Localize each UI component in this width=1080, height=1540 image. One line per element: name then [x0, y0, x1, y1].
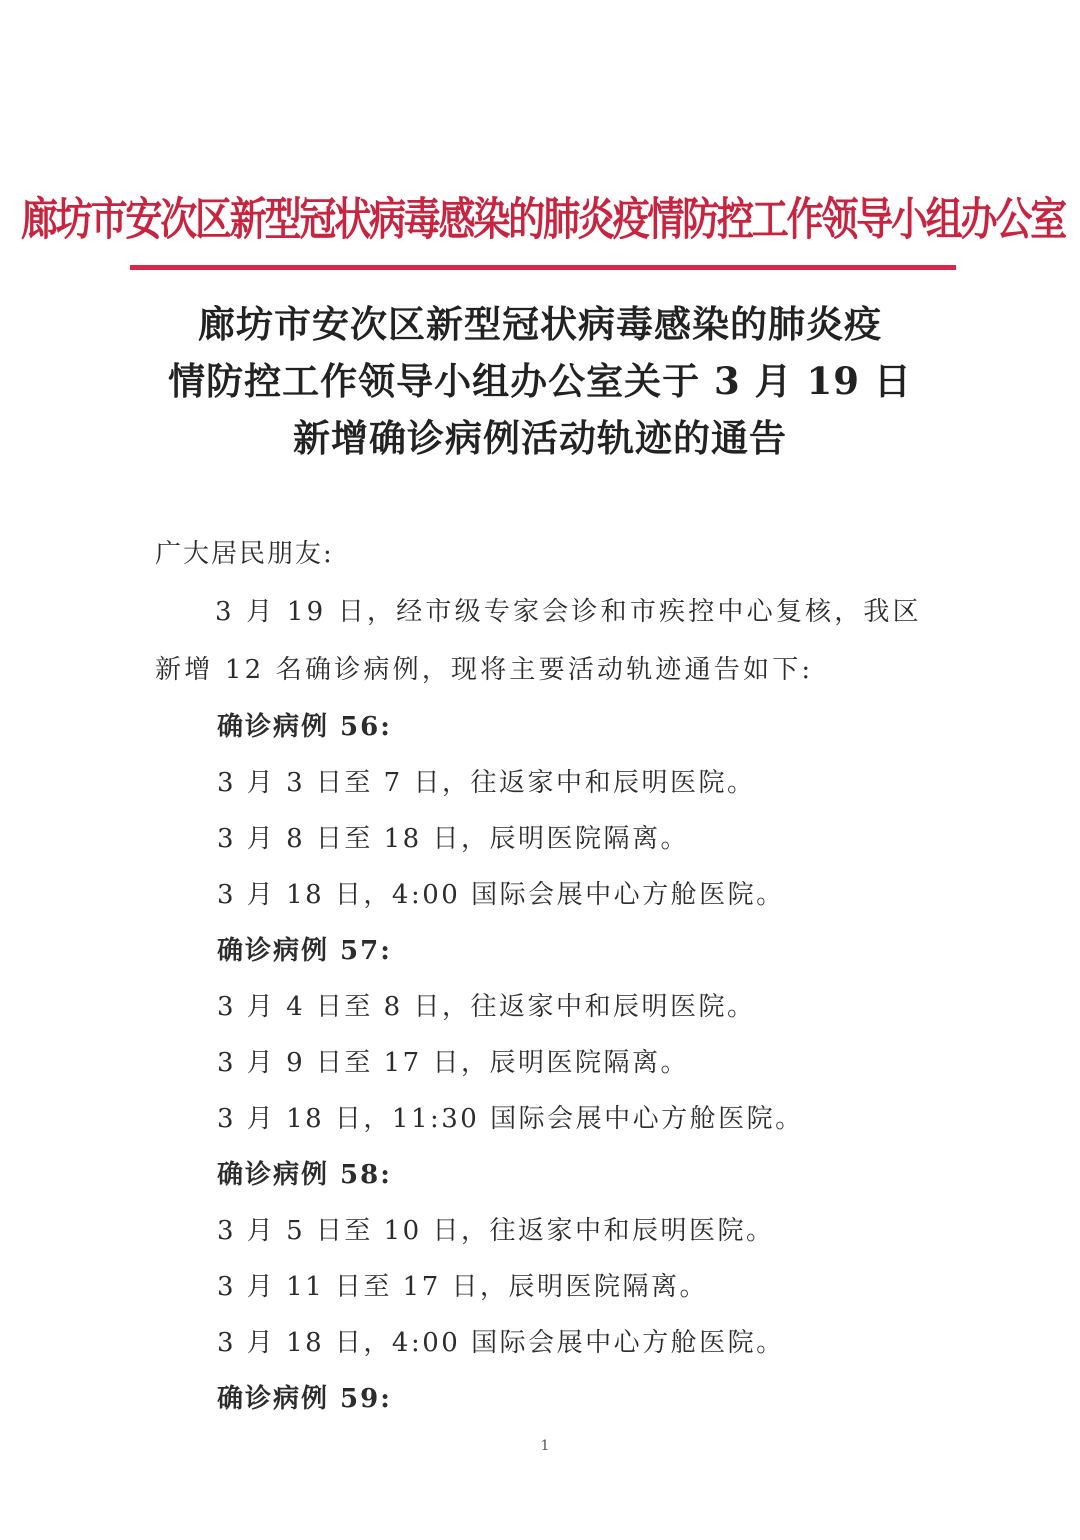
title-line: 情防控工作领导小组办公室关于 3 月 19 日: [168, 359, 912, 403]
case-activity-line: 3 月 3 日至 7 日，往返家中和辰明医院。: [217, 768, 756, 798]
page-number: 1: [540, 1438, 550, 1454]
title-line: 廊坊市安次区新型冠状病毒感染的肺炎疫: [198, 302, 882, 346]
case-activity-line: 3 月 5 日至 10 日，往返家中和辰明医院。: [217, 1216, 775, 1246]
case-57: [217, 923, 945, 1147]
case-activity-line: 3 月 18 日，11:30 国际会展中心方舱医院。: [217, 1104, 804, 1134]
case-activity-line: 3 月 18 日，4:00 国际会展中心方舱医院。: [217, 880, 785, 910]
case-activity-line: 3 月 18 日，4:00 国际会展中心方舱医院。: [217, 1328, 785, 1358]
header-red-rule: [130, 265, 956, 270]
organization-header: 廊坊市安次区新型冠状病毒感染的肺炎疫情防控工作领导小组办公室: [21, 193, 1065, 246]
salutation: 广大居民朋友:: [155, 539, 334, 569]
case-59: [217, 1371, 945, 1427]
case-56: [217, 699, 945, 923]
document-body: [155, 525, 945, 1427]
case-heading: 确诊病例 59:: [217, 1384, 392, 1414]
intro-paragraph: 3 月 19 日，经市级专家会诊和市疾控中心复核，我区新增 12 名确诊病例，现将主要活动轨迹通告如下:: [155, 597, 922, 685]
case-heading: 确诊病例 58:: [217, 1160, 392, 1190]
case-activity-line: 3 月 11 日至 17 日，辰明医院隔离。: [217, 1272, 709, 1302]
case-activity-line: 3 月 9 日至 17 日，辰明医院隔离。: [217, 1048, 689, 1078]
case-heading: 确诊病例 56:: [217, 712, 392, 742]
case-activity-line: 3 月 4 日至 8 日，往返家中和辰明医院。: [217, 992, 756, 1022]
case-heading: 确诊病例 57:: [217, 936, 392, 966]
title-line: 新增确诊病例活动轨迹的通告: [293, 416, 787, 460]
case-activity-line: 3 月 8 日至 18 日，辰明医院隔离。: [217, 824, 689, 854]
document-title: [150, 296, 930, 467]
case-list: [155, 699, 945, 1427]
case-58: [217, 1147, 945, 1371]
